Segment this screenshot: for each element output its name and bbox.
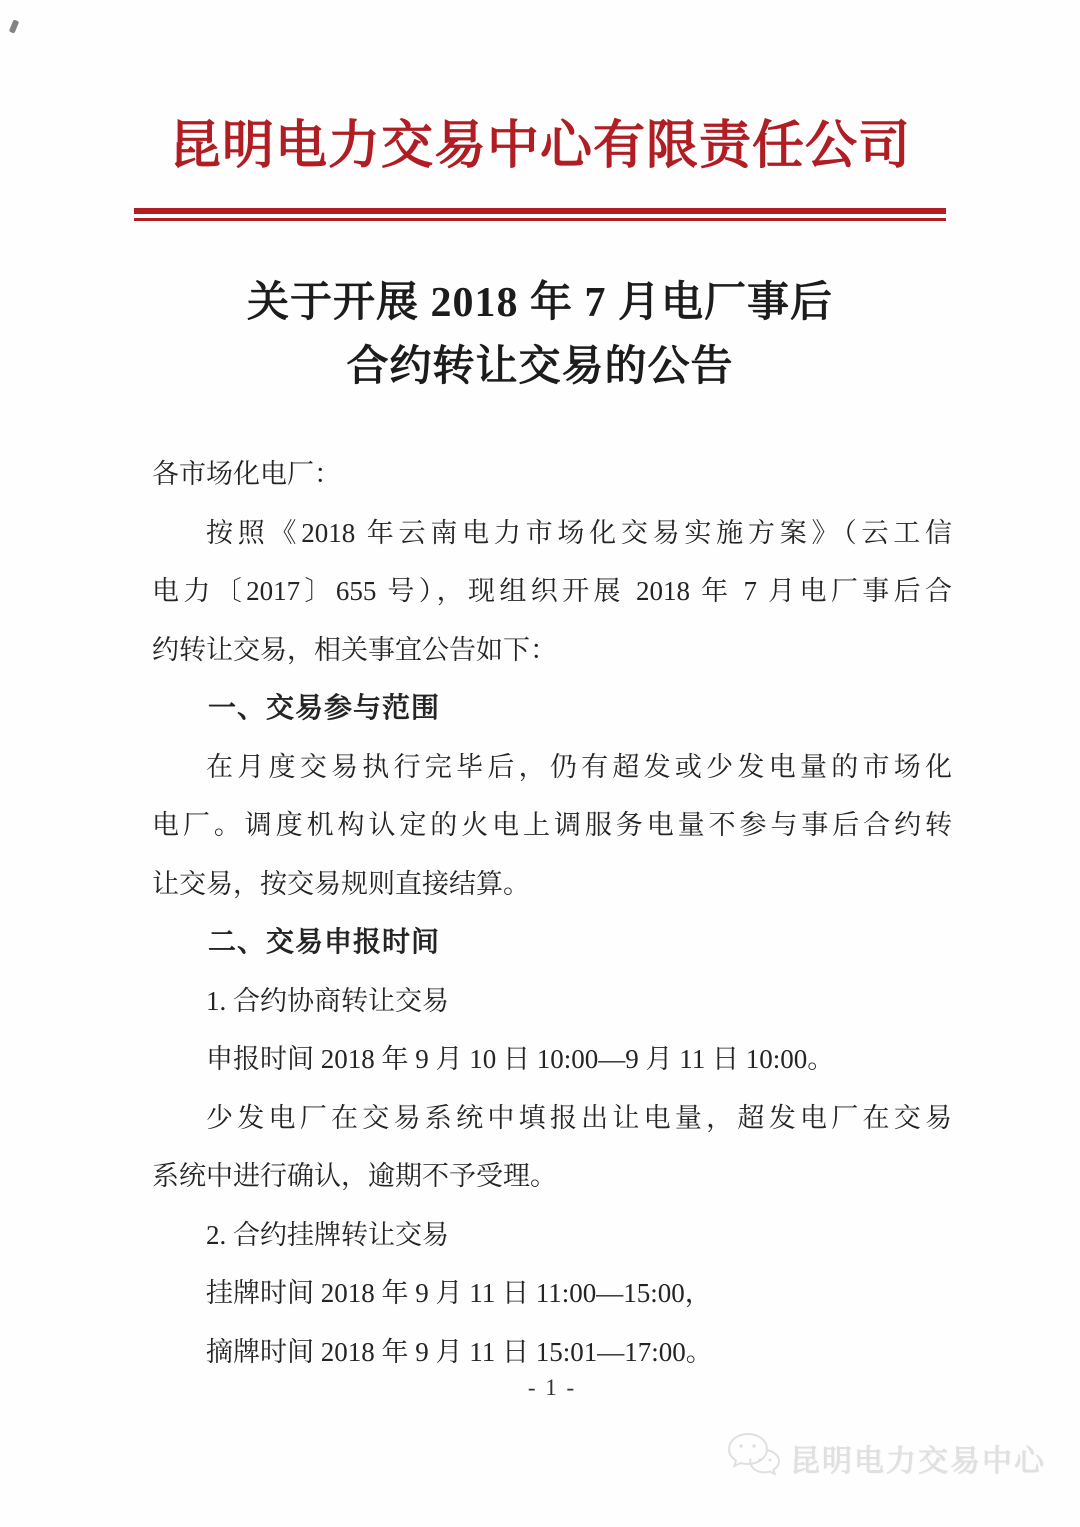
section-heading-2: 二、交易申报时间 <box>208 926 441 957</box>
body-line: 少发电厂在交易系统中填报出让电量，超发电厂在交易 <box>206 1102 952 1133</box>
body-line: 系统中进行确认，逾期不予受理。 <box>152 1161 557 1191</box>
body-line: 申报时间 2018 年 9 月 10 日 10:00—9 月 11 日 10:00。 <box>206 1044 835 1074</box>
footer-watermark <box>726 1430 1046 1486</box>
wechat-chat-bubbles-icon <box>726 1430 782 1486</box>
red-double-rule <box>134 208 946 221</box>
scan-artifact-speck <box>9 19 19 33</box>
page-number: - 1 - <box>527 1375 577 1400</box>
footer-watermark-text: 昆明电力交易中心 <box>790 1445 1046 1478</box>
body-line: 约转让交易，相关事宜公告如下： <box>152 634 557 665</box>
document-body <box>152 445 952 1381</box>
body-line: 电力〔2017〕655 号），现组织开展 2018 年 7 月电厂事后合 <box>152 576 952 606</box>
body-line: 让交易，按交易规则直接结算。 <box>152 868 530 899</box>
body-line: 按照《2018 年云南电力市场化交易实施方案》（云工信 <box>206 517 952 548</box>
body-line-salutation: 各市场化电厂： <box>152 459 341 489</box>
document-title-line1: 关于开展 2018 年 7 月电厂事后 <box>246 280 833 326</box>
organization-title: 昆明电力交易中心有限责任公司 <box>168 118 911 175</box>
list-item-2: 2. 合约挂牌转让交易 <box>206 1219 449 1250</box>
section-heading-1: 一、交易参与范围 <box>208 692 441 723</box>
body-line: 摘牌时间 2018 年 9 月 11 日 15:01—17:00。 <box>206 1336 713 1367</box>
document-title-line2: 合约转让交易的公告 <box>346 344 734 390</box>
document-title <box>0 271 1080 399</box>
body-line: 挂牌时间 2018 年 9 月 11 日 11:00—15:00， <box>206 1278 712 1308</box>
body-line: 电厂。调度机构认定的火电上调服务电量不参与事后合约转 <box>152 810 952 840</box>
body-line: 在月度交易执行完毕后，仍有超发或少发电量的市场化 <box>206 751 952 782</box>
list-item-1: 1. 合约协商转让交易 <box>206 985 449 1016</box>
